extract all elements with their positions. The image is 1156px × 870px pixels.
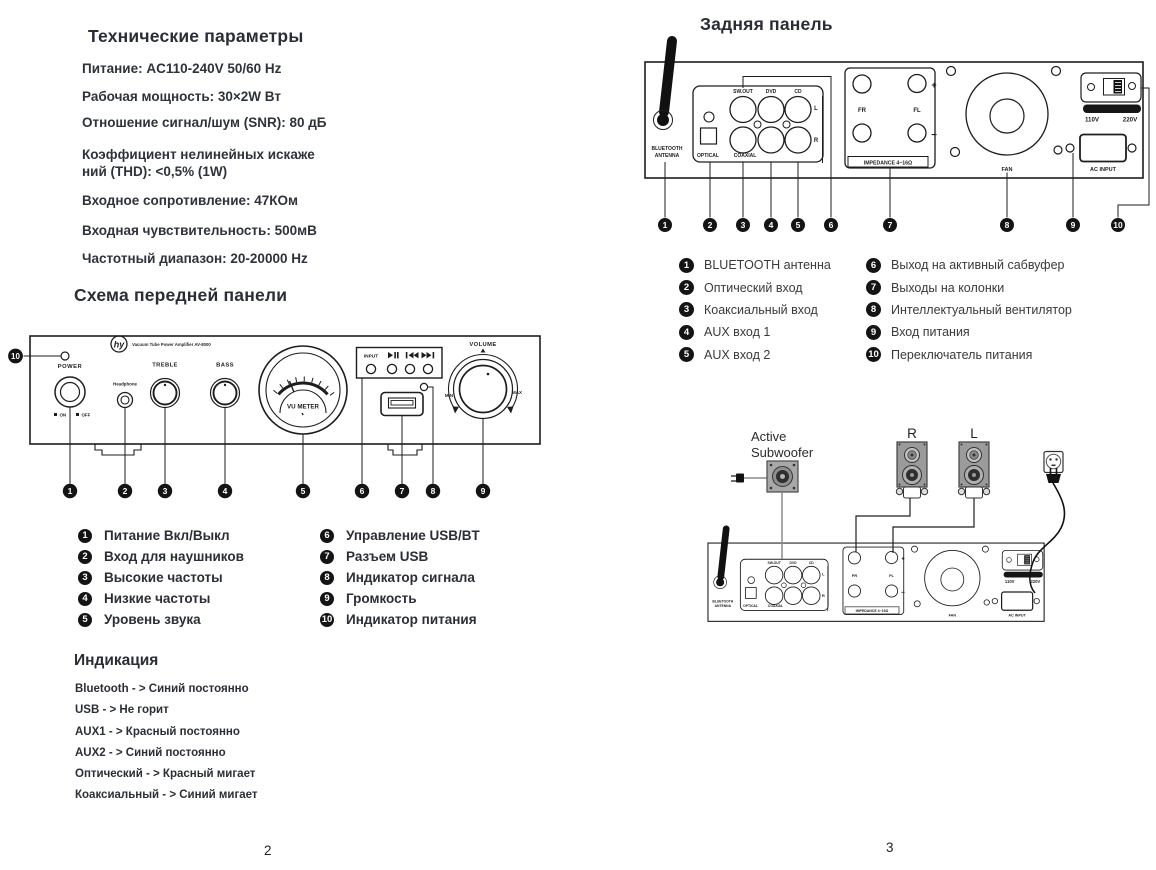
front-panel-diagram: [0, 330, 560, 510]
spec-input-impedance: Входное сопротивление: 47КОм: [82, 193, 298, 208]
svg-text:8: 8: [430, 486, 436, 496]
svg-text:7: 7: [399, 486, 405, 496]
svg-text:+: +: [931, 80, 937, 90]
legend-item: 9 Громкость: [320, 588, 480, 609]
rear-legend-left: [679, 254, 831, 366]
spec-power-supply: Питание: AC110-240V 50/60 Hz: [82, 61, 282, 76]
tech-params-title: Технические параметры: [88, 26, 304, 46]
legend-item: 1 BLUETOOTH антенна: [679, 254, 831, 276]
right-page-number: 3: [886, 840, 894, 855]
svg-text:SW.OUT: SW.OUT: [733, 89, 753, 95]
legend-item: 4 AUX вход 1: [679, 321, 831, 343]
front-legend-left: [78, 525, 244, 630]
legend-item: 7 Выходы на колонки: [866, 276, 1072, 298]
legend-item: 6 Выход на активный сабвуфер: [866, 254, 1072, 276]
legend-item: 8 Интеллектуальный вентилятор: [866, 299, 1072, 321]
model-text: Vacuum Tube Power Amplifier AV-8000: [132, 342, 211, 347]
svg-text:FL: FL: [913, 108, 921, 114]
svg-text:COAXIAL: COAXIAL: [733, 153, 757, 159]
legend-item: 1 Питание Вкл/Выкл: [78, 525, 244, 546]
on-mark-icon: [54, 413, 57, 416]
spec-snr: Отношение сигнал/шум (SNR): 80 дБ: [82, 115, 327, 130]
svg-text:110V: 110V: [1084, 116, 1100, 124]
indication-line: AUX2 - > Синий постоянно: [75, 746, 226, 759]
connection-diagram: [690, 400, 1156, 665]
svg-text:hy: hy: [113, 339, 125, 350]
speaker-left-icon: [958, 442, 989, 498]
svg-text:OFF: OFF: [81, 412, 91, 418]
callout-10: [8, 349, 23, 364]
power-outlet-icon: [1044, 452, 1063, 473]
svg-text:1: 1: [662, 220, 668, 230]
legend-item: 4 Низкие частоты: [78, 588, 244, 609]
speaker-l-label: L: [970, 426, 978, 441]
rear-panel-small: [708, 529, 1044, 621]
svg-text:FAN: FAN: [1001, 167, 1013, 173]
legend-item: 5 AUX вход 2: [679, 344, 831, 366]
svg-text:220V: 220V: [1122, 116, 1138, 124]
rear-callouts: [658, 218, 1125, 232]
svg-text:BASS: BASS: [216, 362, 234, 369]
svg-text:8: 8: [1004, 220, 1010, 230]
active-subwoofer-label2: Subwoofer: [751, 445, 814, 460]
indication-title: Индикация: [74, 652, 159, 669]
legend-item: 3 Коаксиальный вход: [679, 299, 831, 321]
svg-text:MIN: MIN: [444, 393, 454, 398]
svg-text:6: 6: [359, 486, 365, 496]
indication-line: Оптический - > Красный мигает: [75, 768, 256, 781]
svg-text:2: 2: [707, 220, 713, 230]
svg-text:CD: CD: [794, 89, 802, 95]
svg-text:TREBLE: TREBLE: [152, 362, 178, 369]
active-subwoofer-label: Active: [751, 429, 787, 444]
svg-text:5: 5: [300, 486, 306, 496]
rear-panel-diagram: [630, 20, 1156, 240]
svg-text:FR: FR: [858, 108, 866, 114]
indication-line: Коаксиальный - > Синий мигает: [75, 789, 258, 802]
svg-text:BLUETOOTH: BLUETOOTH: [651, 146, 683, 152]
spec-thd: Коэффициент нелинейных искаже ний (THD): <0,5% (1W): [82, 147, 315, 179]
legend-item: 3 Высокие частоты: [78, 567, 244, 588]
speaker-r-label: R: [907, 426, 917, 441]
svg-text:10: 10: [11, 352, 20, 361]
svg-text:VOLUME: VOLUME: [469, 342, 497, 348]
left-page-number: 2: [264, 843, 272, 858]
svg-text:7: 7: [887, 220, 893, 230]
svg-text:INPUT: INPUT: [363, 354, 379, 360]
svg-text:POWER: POWER: [57, 364, 83, 370]
svg-text:10: 10: [1113, 220, 1123, 230]
svg-text:AC INPUT: AC INPUT: [1090, 167, 1116, 173]
indication-list: [75, 683, 258, 811]
subwoofer-icon: [731, 461, 798, 492]
svg-text:MAX: MAX: [512, 390, 522, 395]
legend-item: 9 Вход питания: [866, 321, 1072, 343]
svg-text:9: 9: [1070, 220, 1076, 230]
svg-text:DVD: DVD: [765, 89, 777, 95]
svg-text:Headphone: Headphone: [113, 381, 137, 387]
spec-frequency-range: Частотный диапазон: 20-20000 Hz: [82, 251, 308, 266]
svg-text:ON: ON: [59, 412, 67, 418]
svg-text:5: 5: [795, 220, 801, 230]
spec-input-sensitivity: Входная чувствительность: 500мВ: [82, 223, 317, 238]
legend-item: 10 Переключатель питания: [866, 344, 1072, 366]
panel-foot-left: [95, 444, 141, 455]
panel-foot-right: [388, 444, 422, 455]
svg-text:3: 3: [740, 220, 746, 230]
rear-legend-right: [866, 254, 1072, 366]
svg-text:L: L: [814, 106, 818, 112]
svg-text:4: 4: [222, 486, 228, 496]
legend-item: 6 Управление USB/BT: [320, 525, 480, 546]
svg-text:OPTICAL: OPTICAL: [697, 153, 719, 159]
legend-item: 8 Индикатор сигнала: [320, 567, 480, 588]
indication-line: USB - > Не горит: [75, 704, 169, 717]
legend-item: 2 Вход для наушников: [78, 546, 244, 567]
legend-item: 5 Уровень звука: [78, 609, 244, 630]
svg-text:4: 4: [768, 220, 774, 230]
indication-line: Bluetooth - > Синий постоянно: [75, 683, 249, 695]
svg-text:1: 1: [67, 486, 73, 496]
spec-output-power: Рабочая мощность: 30×2W Вт: [82, 89, 281, 104]
legend-item: 10 Индикатор питания: [321, 612, 477, 627]
legend-item: 2 Оптический вход: [679, 276, 831, 298]
rear-panel-graphic: [645, 41, 1143, 178]
front-legend-right: [320, 525, 480, 630]
front-callouts: [63, 484, 490, 498]
svg-text:2: 2: [122, 486, 128, 496]
svg-text:VU METER: VU METER: [287, 403, 319, 411]
rca-plug-icon: [736, 474, 744, 483]
off-mark-icon: [76, 413, 79, 416]
svg-text:3: 3: [162, 486, 168, 496]
svg-text:6: 6: [828, 220, 834, 230]
speaker-right-icon: [896, 442, 927, 498]
svg-text:ANTENNA: ANTENNA: [654, 153, 680, 159]
front-panel-heading: Схема передней панели: [74, 285, 288, 305]
svg-text:9: 9: [480, 486, 486, 496]
svg-text:−: −: [931, 130, 937, 141]
svg-text:R: R: [813, 138, 819, 144]
svg-text:IMPEDANCE 4~16Ω: IMPEDANCE 4~16Ω: [863, 160, 913, 167]
indication-line: AUX1 - > Красный постоянно: [75, 725, 240, 738]
rear-panel-heading: Задняя панель: [700, 14, 833, 34]
legend-item: 7 Разъем USB: [320, 546, 480, 567]
